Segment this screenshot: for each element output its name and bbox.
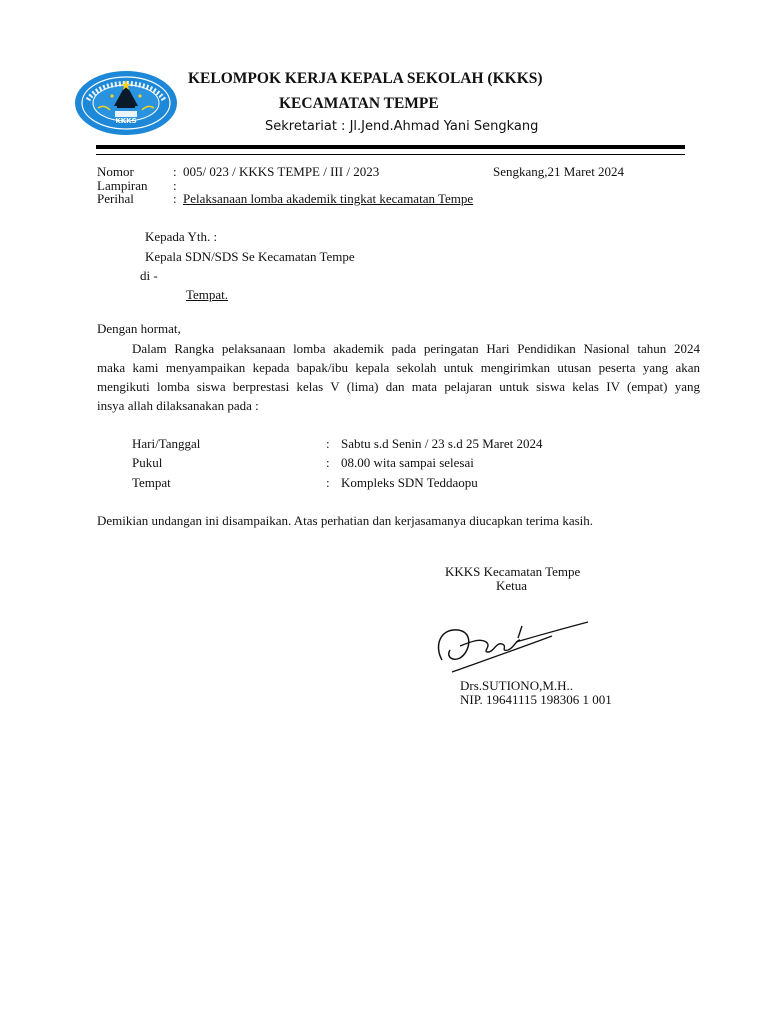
signature-nip: NIP. 19641115 198306 1 001 — [460, 692, 612, 707]
letterhead-address: Sekretariat : Jl.Jend.Ahmad Yani Sengkang — [265, 119, 539, 134]
recipient-line3: di - — [140, 268, 158, 283]
header-rule-thick — [96, 145, 685, 149]
perihal-value: Pelaksanaan lomba akademik tingkat kecamatan Tempe — [183, 191, 474, 206]
body-para-line-2: maka kami menyampaikan kepada bapak/ibu kepala sekolah untuk mengirimkan utusan peserta yang akan — [97, 360, 700, 375]
recipient-line4: Tempat. — [186, 287, 229, 302]
signature-role: Ketua — [496, 578, 528, 593]
perihal-colon: : — [173, 191, 177, 206]
header-rule-thin — [96, 154, 685, 155]
detail-label-hari-tanggal: Hari/Tanggal — [132, 436, 201, 451]
body-para-line-4: insya allah dilaksanakan pada : — [97, 398, 259, 413]
detail-colon-2: : — [326, 455, 330, 470]
body-para-line-3: mengikuti lomba siswa berprestasi kelas V (lima) dan mata pelajaran untuk siswa kelas IV (empat) yang — [97, 379, 700, 394]
nomor-colon: : — [173, 164, 177, 179]
nomor-label: Nomor — [97, 164, 134, 179]
signature-name: Drs.SUTIONO,M.H.. — [460, 678, 574, 693]
nomor-value: 005/ 023 / KKKS TEMPE / III / 2023 — [183, 164, 380, 179]
logo-center-text: KKKS — [115, 117, 137, 125]
body-para-line-1: Dalam Rangka pelaksanaan lomba akademik pada peringatan Hari Pendidikan Nasional tahun 2024 — [132, 341, 700, 356]
lampiran-colon: : — [173, 178, 177, 193]
perihal-label: Perihal — [97, 191, 134, 206]
closing-sentence: Demikian undangan ini disampaikan. Atas perhatian dan kerjasamanya diucapkan terima kasih. — [97, 513, 594, 528]
detail-value-tempat: Kompleks SDN Teddaopu — [341, 475, 478, 490]
kkks-logo — [74, 70, 178, 136]
greeting: Dengan hormat, — [97, 321, 181, 336]
letterhead-title: KELOMPOK KERJA KEPALA SEKOLAH (KKKS) — [188, 70, 543, 87]
detail-colon-1: : — [326, 436, 330, 451]
handwritten-signature — [430, 616, 590, 674]
detail-value-pukul: 08.00 wita sampai selesai — [341, 455, 474, 470]
recipient-line2: Kepala SDN/SDS Se Kecamatan Tempe — [145, 249, 355, 264]
detail-colon-3: : — [326, 475, 330, 490]
recipient-line1: Kepada Yth. : — [145, 229, 218, 244]
letterhead-subtitle: KECAMATAN TEMPE — [279, 95, 439, 112]
detail-label-pukul: Pukul — [132, 455, 163, 470]
detail-label-tempat: Tempat — [132, 475, 171, 490]
lampiran-label: Lampiran — [97, 178, 148, 193]
place-date: Sengkang,21 Maret 2024 — [493, 164, 625, 179]
signature-org: KKKS Kecamatan Tempe — [445, 564, 581, 579]
detail-value-hari-tanggal: Sabtu s.d Senin / 23 s.d 25 Maret 2024 — [341, 436, 543, 451]
